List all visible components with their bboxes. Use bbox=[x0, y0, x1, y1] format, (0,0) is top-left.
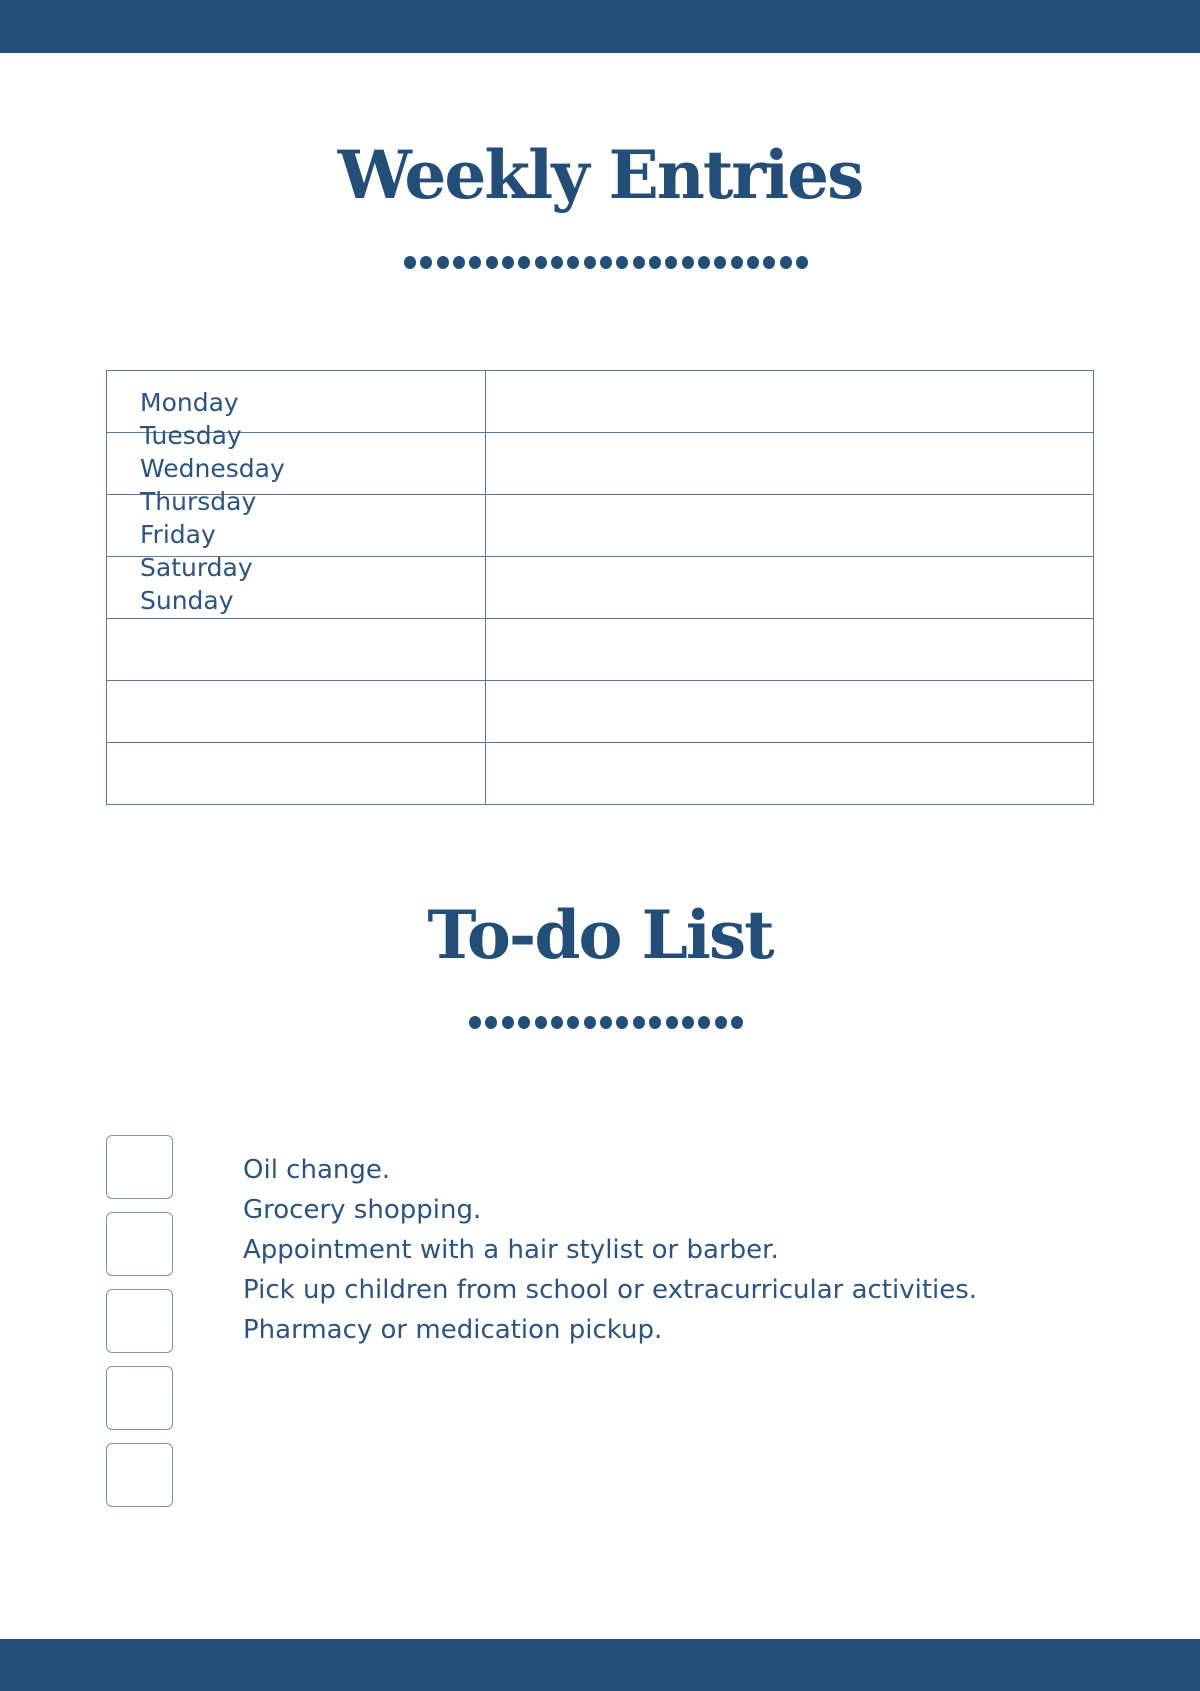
dot bbox=[780, 256, 792, 269]
table-cell[interactable] bbox=[107, 681, 486, 743]
table-cell[interactable] bbox=[486, 619, 1094, 681]
dot bbox=[420, 256, 432, 269]
dot bbox=[502, 1016, 514, 1029]
dot bbox=[485, 1016, 497, 1029]
dot bbox=[633, 256, 645, 269]
dot bbox=[616, 1016, 628, 1029]
todo-checkbox[interactable] bbox=[106, 1212, 173, 1276]
dot bbox=[666, 1016, 678, 1029]
day-label: Wednesday bbox=[140, 454, 285, 483]
weekly-entries-title: Weekly Entries bbox=[337, 136, 863, 214]
todo-checkbox[interactable] bbox=[106, 1443, 173, 1507]
dot bbox=[649, 1016, 661, 1029]
dot bbox=[551, 256, 563, 269]
dot bbox=[535, 1016, 547, 1029]
todo-item: Appointment with a hair stylist or barber. bbox=[243, 1235, 779, 1265]
dot bbox=[715, 1016, 727, 1029]
todo-item: Pharmacy or medication pickup. bbox=[243, 1315, 663, 1345]
day-label: Tuesday bbox=[140, 421, 242, 450]
dot bbox=[600, 256, 612, 269]
dot bbox=[518, 256, 530, 269]
dot bbox=[616, 256, 628, 269]
dot bbox=[600, 1016, 612, 1029]
dot bbox=[453, 256, 465, 269]
table-cell[interactable] bbox=[486, 557, 1094, 619]
table-cell[interactable] bbox=[486, 743, 1094, 805]
todo-checkbox[interactable] bbox=[106, 1289, 173, 1353]
table-cell[interactable] bbox=[107, 619, 486, 681]
dot bbox=[649, 256, 661, 269]
day-label: Sunday bbox=[140, 586, 234, 615]
dot bbox=[633, 1016, 645, 1029]
dot bbox=[567, 256, 579, 269]
dot bbox=[731, 256, 743, 269]
dot bbox=[502, 256, 514, 269]
dot bbox=[747, 256, 759, 269]
table-cell[interactable] bbox=[486, 681, 1094, 743]
dot bbox=[682, 1016, 694, 1029]
weekly-dots-divider bbox=[404, 256, 808, 269]
todo-checkbox[interactable] bbox=[106, 1366, 173, 1430]
todo-item: Oil change. bbox=[243, 1155, 391, 1185]
dot bbox=[469, 1016, 481, 1029]
day-label: Friday bbox=[140, 520, 216, 549]
day-label: Monday bbox=[140, 388, 239, 417]
day-label: Saturday bbox=[140, 553, 253, 582]
todo-checkbox[interactable] bbox=[106, 1135, 173, 1199]
dot bbox=[584, 256, 596, 269]
dot bbox=[731, 1016, 743, 1029]
dot bbox=[404, 256, 416, 269]
todo-dots-divider bbox=[469, 1016, 743, 1029]
dot bbox=[698, 256, 710, 269]
dot bbox=[584, 1016, 596, 1029]
dot bbox=[714, 256, 726, 269]
table-row bbox=[107, 681, 1094, 743]
dot bbox=[682, 256, 694, 269]
dot bbox=[469, 256, 481, 269]
dot bbox=[551, 1016, 563, 1029]
dot bbox=[763, 256, 775, 269]
day-label: Thursday bbox=[140, 487, 257, 516]
todo-list-title: To-do List bbox=[427, 896, 773, 974]
dot bbox=[665, 256, 677, 269]
table-cell[interactable] bbox=[486, 495, 1094, 557]
table-cell[interactable] bbox=[486, 433, 1094, 495]
todo-item: Pick up children from school or extracurricular activities. bbox=[243, 1275, 978, 1305]
dot bbox=[535, 256, 547, 269]
table-row bbox=[107, 619, 1094, 681]
dot bbox=[567, 1016, 579, 1029]
table-cell[interactable] bbox=[486, 371, 1094, 433]
top-banner bbox=[0, 0, 1200, 53]
dot bbox=[437, 256, 449, 269]
dot bbox=[486, 256, 498, 269]
days-list bbox=[140, 386, 285, 617]
dot bbox=[698, 1016, 710, 1029]
todo-items bbox=[243, 1150, 977, 1350]
dot bbox=[518, 1016, 530, 1029]
bottom-banner bbox=[0, 1639, 1200, 1691]
table-cell[interactable] bbox=[107, 743, 486, 805]
todo-item: Grocery shopping. bbox=[243, 1195, 482, 1225]
table-row bbox=[107, 743, 1094, 805]
dot bbox=[796, 256, 808, 269]
